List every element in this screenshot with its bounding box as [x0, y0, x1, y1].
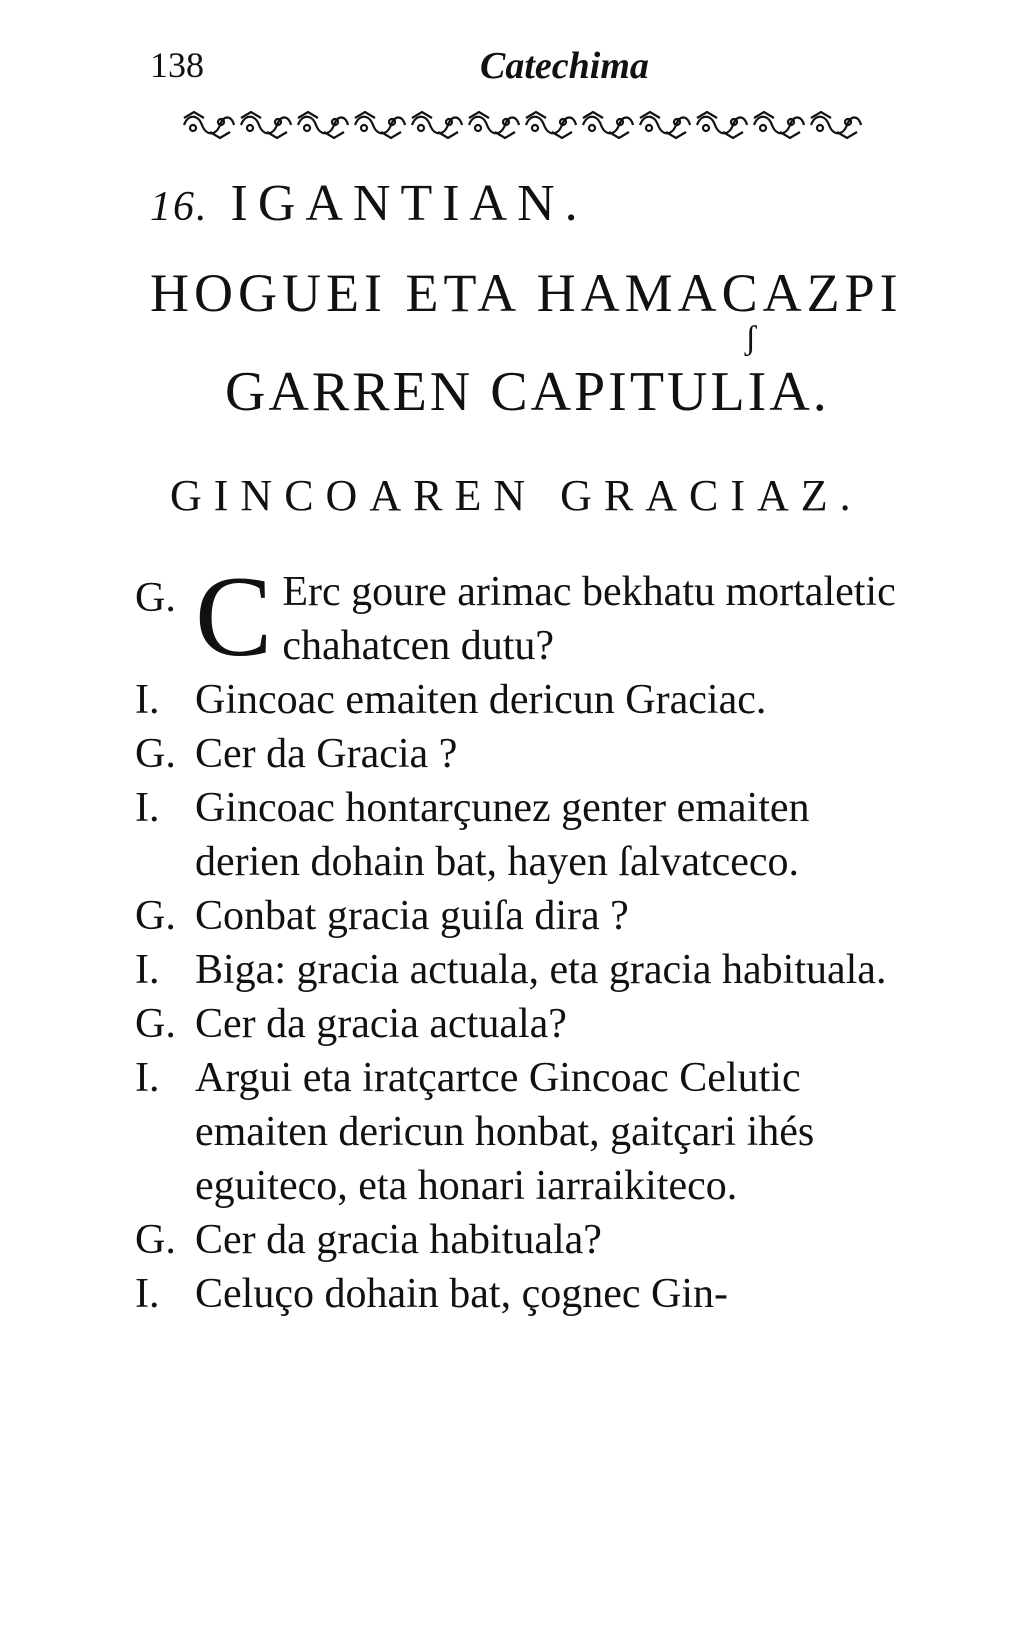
speech-text: Celuço dohain bat, çognec Gin- — [195, 1271, 728, 1317]
running-title: Catechima — [480, 45, 649, 87]
chapter-subtitle: GINCOAREN GRACIAZ. — [170, 471, 863, 520]
speech-text: Cer da gracia actuala? — [195, 1001, 567, 1047]
dialogue-entry — [135, 673, 905, 727]
chapter-title-line-1: HOGUEI ETA HAMACAZPI — [150, 263, 903, 323]
speech-text: Biga: gracia actuala, eta gracia habituala. — [195, 947, 887, 993]
speech-text: Conbat gracia guiſa dira ? — [195, 893, 629, 939]
dialogue-entry — [135, 781, 905, 889]
speaker-label: G. — [135, 575, 176, 621]
speaker-label: I. — [135, 1271, 160, 1317]
speaker-label: I. — [135, 1055, 160, 1101]
speech-text: Argui eta iratçartce Gincoac Celutic emaiten dericun honbat, gaitçari ihés eguiteco, eta honari iarraikiteco. — [195, 1055, 815, 1209]
speaker-label: I. — [135, 947, 160, 993]
dialogue-entry — [135, 1213, 905, 1267]
section-heading — [150, 174, 588, 233]
chapter-title-line-2: GARREN CAPITULIA. — [225, 361, 830, 423]
drop-cap: C — [195, 553, 273, 681]
ornament-border-icon — [180, 108, 870, 142]
catechism-dialogue — [135, 553, 905, 1321]
speech-text: Cer da Gracia ? — [195, 731, 458, 777]
speaker-label: I. — [135, 677, 160, 723]
speech-text: Gincoac emaiten dericun Graciac. — [195, 677, 767, 723]
speaker-label: G. — [135, 1217, 176, 1263]
speech-text: Gincoac hontarçunez genter emaiten derien dohain bat, hayen ſalvatceco. — [195, 785, 810, 885]
section-label: IGANTIAN. — [230, 175, 588, 232]
dialogue-entry — [135, 889, 905, 943]
dialogue-entry — [135, 943, 905, 997]
speaker-label: G. — [135, 893, 176, 939]
speech-body: Erc goure arimac bekhatu mortaletic chahatcen dutu? — [282, 569, 896, 669]
section-number: 16. — [150, 184, 209, 230]
speaker-label: I. — [135, 785, 160, 831]
speech-text — [195, 553, 905, 681]
page-number: 138 — [150, 45, 204, 85]
dialogue-entry — [135, 553, 905, 681]
dialogue-entry — [135, 1267, 905, 1321]
ornament-band — [180, 108, 870, 142]
running-head — [150, 44, 850, 94]
speech-text: Cer da gracia habituala? — [195, 1217, 602, 1263]
dialogue-entry — [135, 1051, 905, 1213]
speaker-label: G. — [135, 1001, 176, 1047]
dialogue-entry — [135, 997, 905, 1051]
dialogue-entry — [135, 727, 905, 781]
chapter-title-mark: ʃ — [745, 320, 757, 357]
speaker-label: G. — [135, 731, 176, 777]
